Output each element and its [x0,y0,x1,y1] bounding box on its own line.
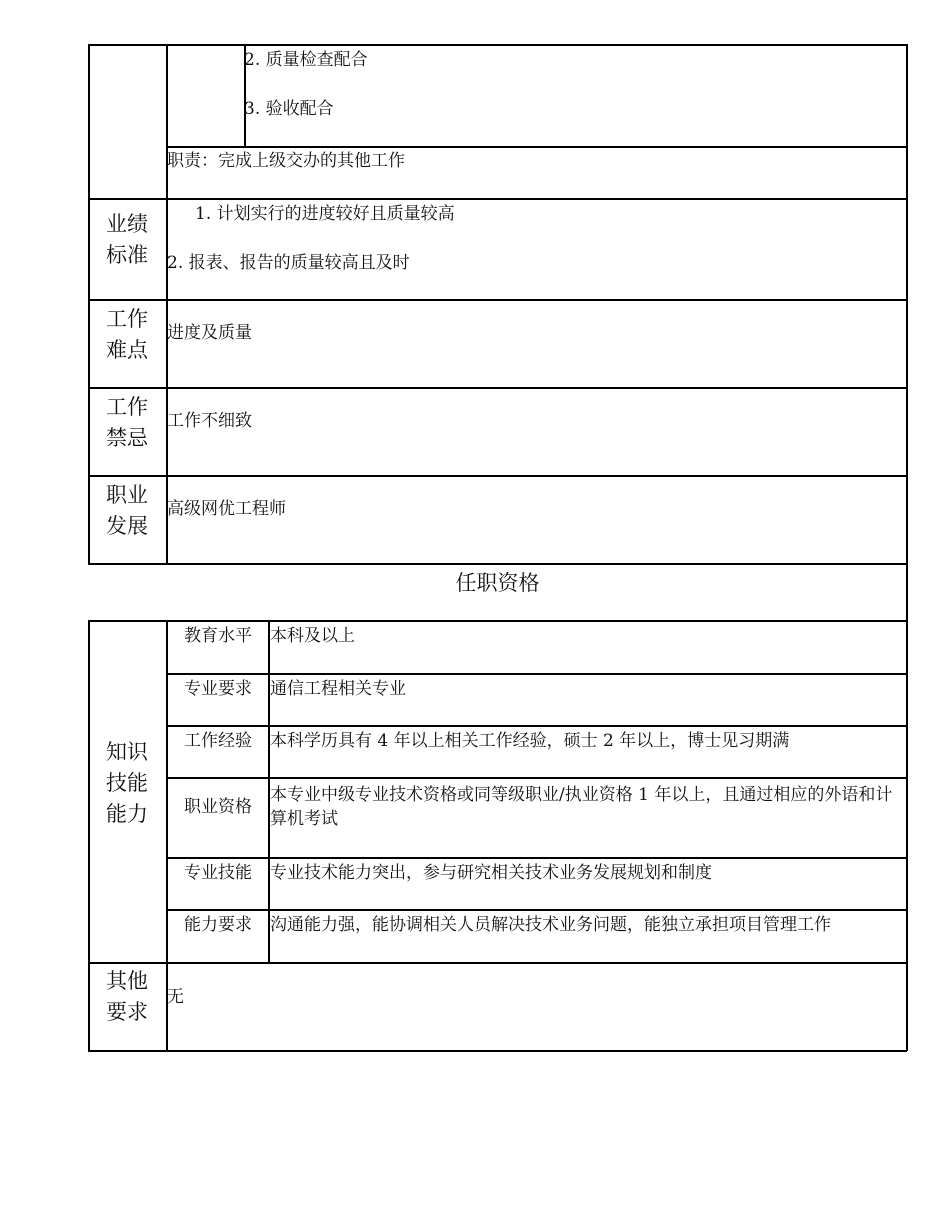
row-label-other: 其他 要求 [106,969,148,1024]
qualification-value: 专业技术能力突出，参与研究相关技术业务发展规划和制度 [270,863,712,883]
list-item: 3. 验收配合 [244,99,334,119]
qualification-value: 本科及以上 [270,626,355,646]
section-title: 任职资格 [455,571,540,595]
row-divider [88,563,907,565]
qualification-name: 教育水平 [184,626,252,646]
row-divider [88,475,907,477]
row-divider [88,198,907,200]
qualification-name: 职业资格 [184,797,252,817]
difficulty-text: 进度及质量 [167,323,252,343]
performance-line-2: 2. 报表、报告的质量较高且及时 [167,253,410,273]
qualification-name: 专业要求 [184,679,252,699]
row-divider [88,387,907,389]
row-divider [166,725,907,727]
career-text: 高级网优工程师 [167,499,286,519]
row-divider [166,777,907,779]
row-label-knowledge: 知识 技能 能力 [106,740,148,826]
qualification-value: 通信工程相关专业 [270,679,406,699]
list-item: 2. 质量检查配合 [244,50,368,70]
qualification-value: 沟通能力强，能协调相关人员解决技术业务问题，能独立承担项目管理工作 [270,915,831,935]
table-border-bottom [88,1050,907,1052]
label-column-divider [166,44,168,564]
row-divider [88,962,907,964]
qualification-name: 专业技能 [184,863,252,883]
qualification-value: 本专业中级专业技术资格或同等级职业/执业资格 1 年以上，且通过相应的外语和计算机考试 [270,785,893,829]
duty-text: 职责：完成上级交办的其他工作 [167,151,405,171]
row-divider [166,909,907,911]
qualification-name: 能力要求 [184,915,252,935]
table-border-top [88,44,907,46]
table-border-right [906,44,908,1051]
qualification-value: 本科学历具有 4 年以上相关工作经验，硕士 2 年以上，博士见习期满 [270,731,790,751]
row-divider [166,673,907,675]
qualification-name: 工作经验 [184,731,252,751]
taboo-text: 工作不细致 [167,411,252,431]
row-divider [166,146,907,148]
row-label-taboo: 工作 禁忌 [106,395,148,450]
row-label-performance: 业绩 标准 [106,212,148,267]
row-label-difficulty: 工作 难点 [106,307,148,362]
row-divider [166,857,907,859]
performance-line-1: 1. 计划实行的进度较好且质量较高 [195,204,455,224]
row-divider [88,299,907,301]
other-text: 无 [167,987,184,1007]
row-divider [88,620,907,622]
row-label-career: 职业 发展 [106,483,148,538]
